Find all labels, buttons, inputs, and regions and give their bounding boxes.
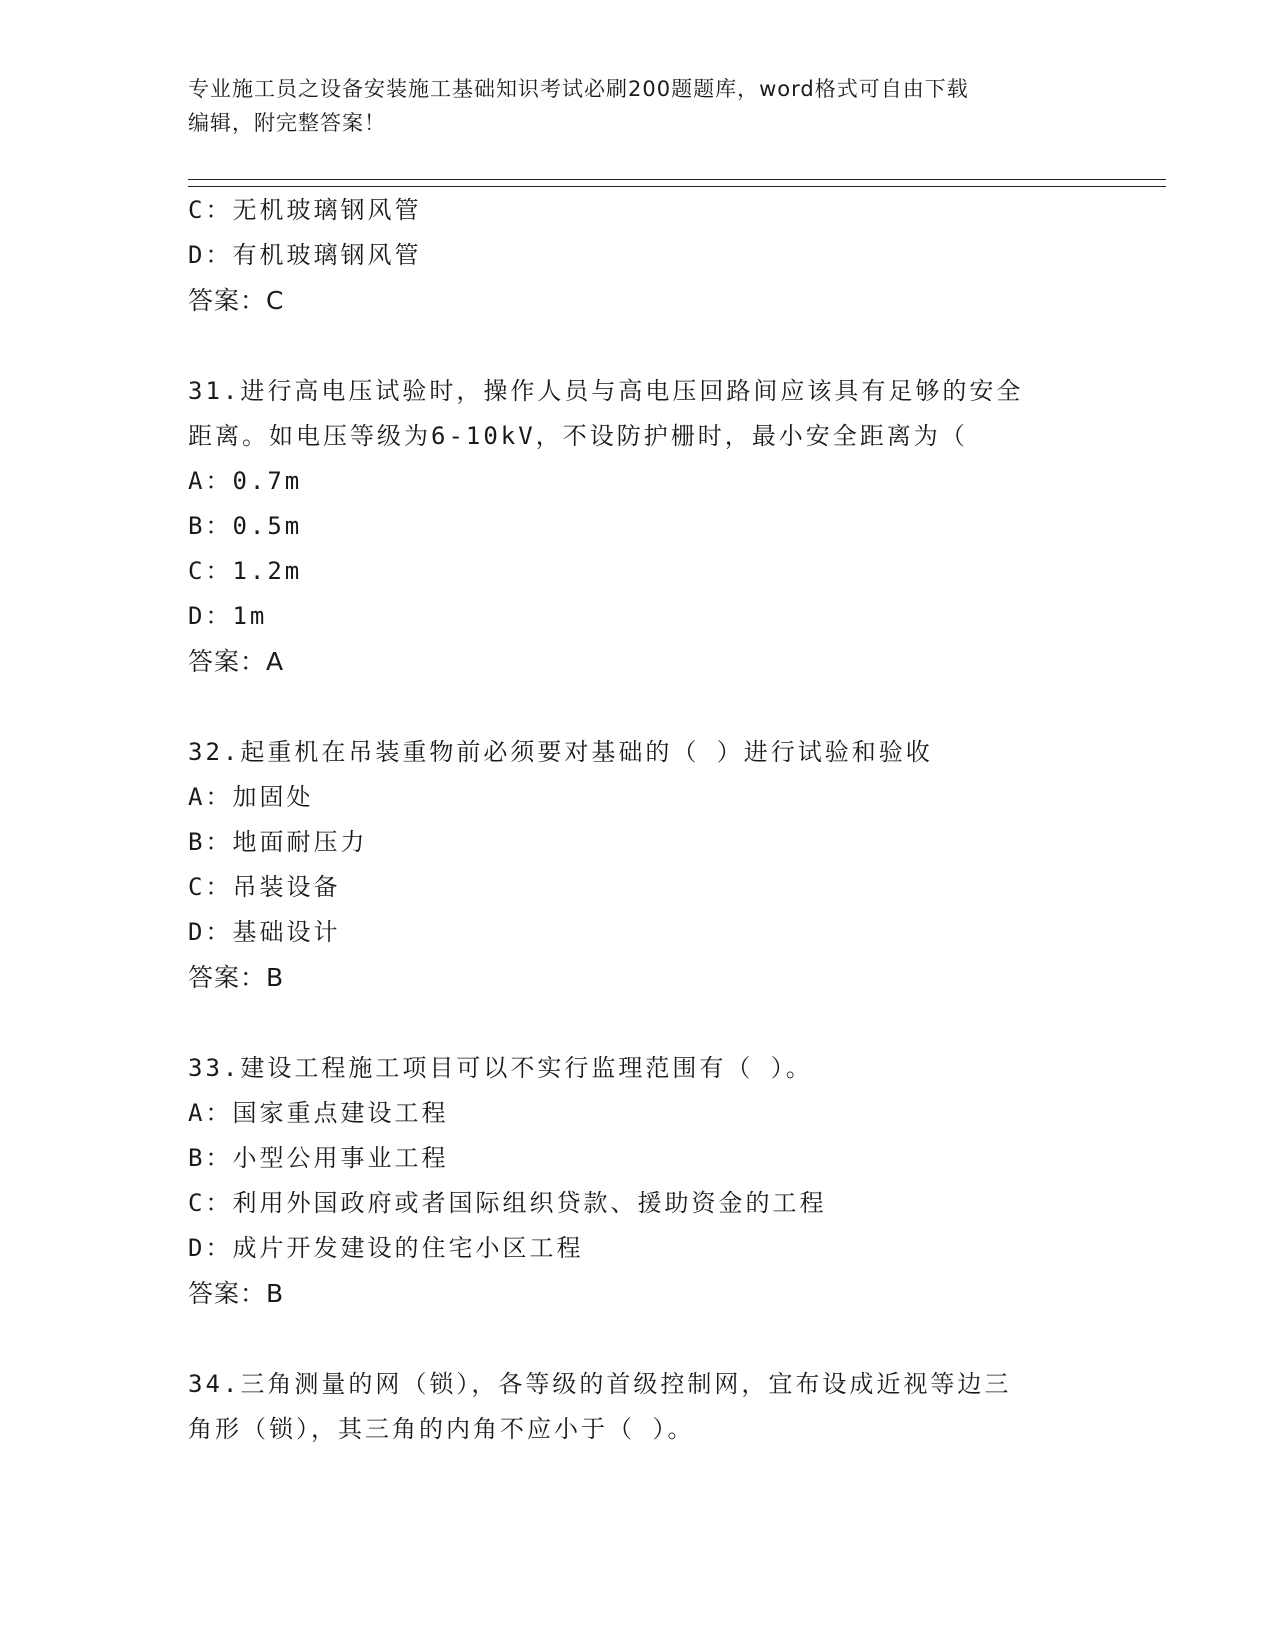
option-a: A：0.7m	[188, 467, 303, 495]
option-a: A：加固处	[188, 783, 314, 811]
answer-line: 答案：B	[188, 1279, 285, 1308]
answer-line: 答案：B	[188, 963, 285, 992]
option-c: C：无机玻璃钢风管	[188, 196, 422, 224]
option-a: A：国家重点建设工程	[188, 1099, 449, 1127]
question-32	[188, 730, 1088, 1000]
question-text-line: 34.三角测量的网（锁），各等级的首级控制网，宜布设成近视等边三	[188, 1370, 1012, 1398]
header-title-line-1: 专业施工员之设备安装施工基础知识考试必刷200题题库，word格式可自由下载	[188, 77, 969, 101]
question-text-line: 距离。如电压等级为6-10kV，不设防护栅时，最小安全距离为（	[188, 422, 968, 450]
option-c: C：吊装设备	[188, 873, 341, 901]
option-c: C：1.2m	[188, 557, 303, 585]
question-text-line: 31.进行高电压试验时，操作人员与高电压回路间应该具有足够的安全	[188, 377, 1024, 405]
header-title-line-2: 编辑，附完整答案！	[188, 111, 386, 135]
question-31	[188, 369, 1088, 684]
option-d: D：1m	[188, 602, 268, 630]
option-c: C：利用外国政府或者国际组织贷款、援助资金的工程	[188, 1189, 827, 1217]
spacer	[188, 684, 1088, 730]
option-b: B：0.5m	[188, 512, 303, 540]
header-divider	[188, 179, 1166, 187]
question-list	[188, 188, 1088, 1452]
option-d: D：有机玻璃钢风管	[188, 241, 422, 269]
document-header	[188, 72, 1088, 140]
answer-line: 答案：A	[188, 647, 285, 676]
option-b: B：地面耐压力	[188, 828, 368, 856]
question-text-line: 33.建设工程施工项目可以不实行监理范围有（ ）。	[188, 1054, 813, 1082]
spacer	[188, 1316, 1088, 1362]
question-34	[188, 1362, 1088, 1452]
option-b: B：小型公用事业工程	[188, 1144, 449, 1172]
question-text-line: 32.起重机在吊装重物前必须要对基础的（ ）进行试验和验收	[188, 738, 933, 766]
option-d: D：成片开发建设的住宅小区工程	[188, 1234, 584, 1262]
question-text-line: 角形（锁），其三角的内角不应小于（ ）。	[188, 1415, 695, 1443]
question-30-continuation	[188, 188, 1088, 323]
option-d: D：基础设计	[188, 918, 341, 946]
spacer	[188, 1000, 1088, 1046]
question-33	[188, 1046, 1088, 1316]
answer-line: 答案：C	[188, 286, 285, 315]
spacer	[188, 323, 1088, 369]
